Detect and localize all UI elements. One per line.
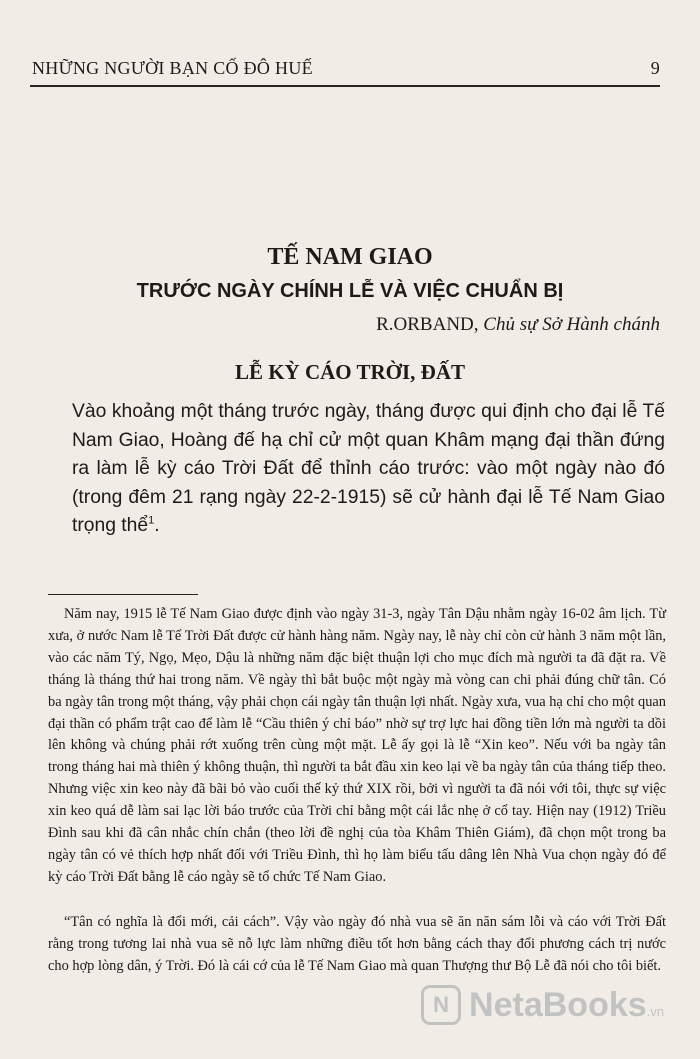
author-role: Chủ sự Sở Hành chánh xyxy=(483,314,660,335)
section-heading: LỄ KỲ CÁO TRỜI, ĐẤT xyxy=(234,360,466,384)
header-rule xyxy=(30,85,660,87)
footnote-text: “Tân có nghĩa là đổi mới, cải cách”. Vậy vào ngày đó nhà vua sẽ ăn năn sám lỗi và cáo với Trời Đất rằng trong tương lai nhà vua sẽ nỗ lực làm những điều tốt hơn bằng cách thay đổi phương cách trị nước cho hợp lòng dân, ý Trời. Đó là cái cớ của lễ Tế Nam Giao mà quan Thượng thư Bộ Lễ đã nói cho tôi biết. xyxy=(48,914,666,974)
paragraph-end: . xyxy=(154,515,160,536)
paragraph-text: Vào khoảng một tháng trước ngày, tháng được qui định cho đại lễ Tế Nam Giao, Hoàng đế hạ chỉ cử một quan Khâm mạng đại thần đứng ra làm lễ kỳ cáo Trời Đất để thỉnh cáo trước: vào một ngày nào đó (trong đêm 21 rạng ngày 22-2-1915) sẽ cử hành đại lễ Tế Nam Giao trọng thể xyxy=(72,401,665,536)
watermark-brand xyxy=(469,986,664,1025)
footnote-text: Năm nay, 1915 lễ Tế Nam Giao được định vào ngày 31-3, ngày Tân Dậu nhằm ngày 16-02 âm lịch. Từ xưa, ở nước Nam lễ Tế Trời Đất được cử hành hàng năm. Ngày nay, lễ này chỉ còn cử hành 3 năm một lần, vào các năm Tý, Ngọ, Mẹo, Dậu là những năm đặc biệt thuận lợi cho mục đích mà người ta đã đặt ra. Về tháng là tháng thứ hai trong năm. Về ngày thì bắt buộc một ngày mà vòng can chi phải đúng chữ tân. Có ba ngày tân trong một tháng, vậy phải chọn cái ngày tân thuận lợi nhất. Ngày xưa, vua hạ chỉ cho một quan đại thần có phẩm trật cao để làm lễ “Cầu thiên ý chỉ báo” nhờ sự trợ lực hai đồng tiền lớn mà người ta dồi lên không và chúng phải rớt xuống trên cùng một mặt. Lễ ấy gọi là lễ “Xin keo”. Nếu với ba ngày tân trong tháng hai mà thiên ý không thuận, thì người ta bắt đầu xin keo lại về ba ngày tân của tháng tiếp theo. Nhưng việc xin keo này đã bãi bỏ vào cuối thế kỷ thứ XIX rồi, bởi vì người ta đã nói với tôi, thực sự việc xin keo quá dễ làm sai lạc lời báo trước của Trời chỉ bằng một cái lắc nhẹ ở cổ tay. Hiện nay (1912) Triều Đình sau khi đã cân nhắc chín chắn (theo lời đề nghị của tòa Khâm Thiên Giám), đã chọn một trong ba ngày tân có vẻ thích hợp nhất đối với Triều Đình, thì họ làm biểu tấu dâng lên Nhà Vua chọn ngày đó để kỳ cáo Trời Đất bằng lễ cáo ngày sẽ tổ chức Tế Nam Giao. xyxy=(48,606,666,885)
author-name: R.ORBAND, xyxy=(376,314,479,335)
page-number: 9 xyxy=(650,58,660,78)
article-subtitle: TRƯỚC NGÀY CHÍNH LỄ VÀ VIỆC CHUẨN BỊ xyxy=(136,280,564,302)
publisher-watermark xyxy=(421,985,664,1025)
byline xyxy=(376,314,660,336)
netabooks-logo-icon: N xyxy=(421,985,461,1025)
watermark-brand-name: NetaBooks xyxy=(469,985,647,1024)
article-title: TẾ NAM GIAO xyxy=(267,244,433,270)
footnote-marker: 1 xyxy=(148,514,155,527)
running-title: NHỮNG NGƯỜI BẠN CỐ ĐÔ HUẾ xyxy=(32,58,313,78)
watermark-domain: .vn xyxy=(646,1003,664,1019)
body-paragraph xyxy=(72,398,665,541)
footnote-rule xyxy=(48,594,198,595)
running-header xyxy=(32,58,660,79)
